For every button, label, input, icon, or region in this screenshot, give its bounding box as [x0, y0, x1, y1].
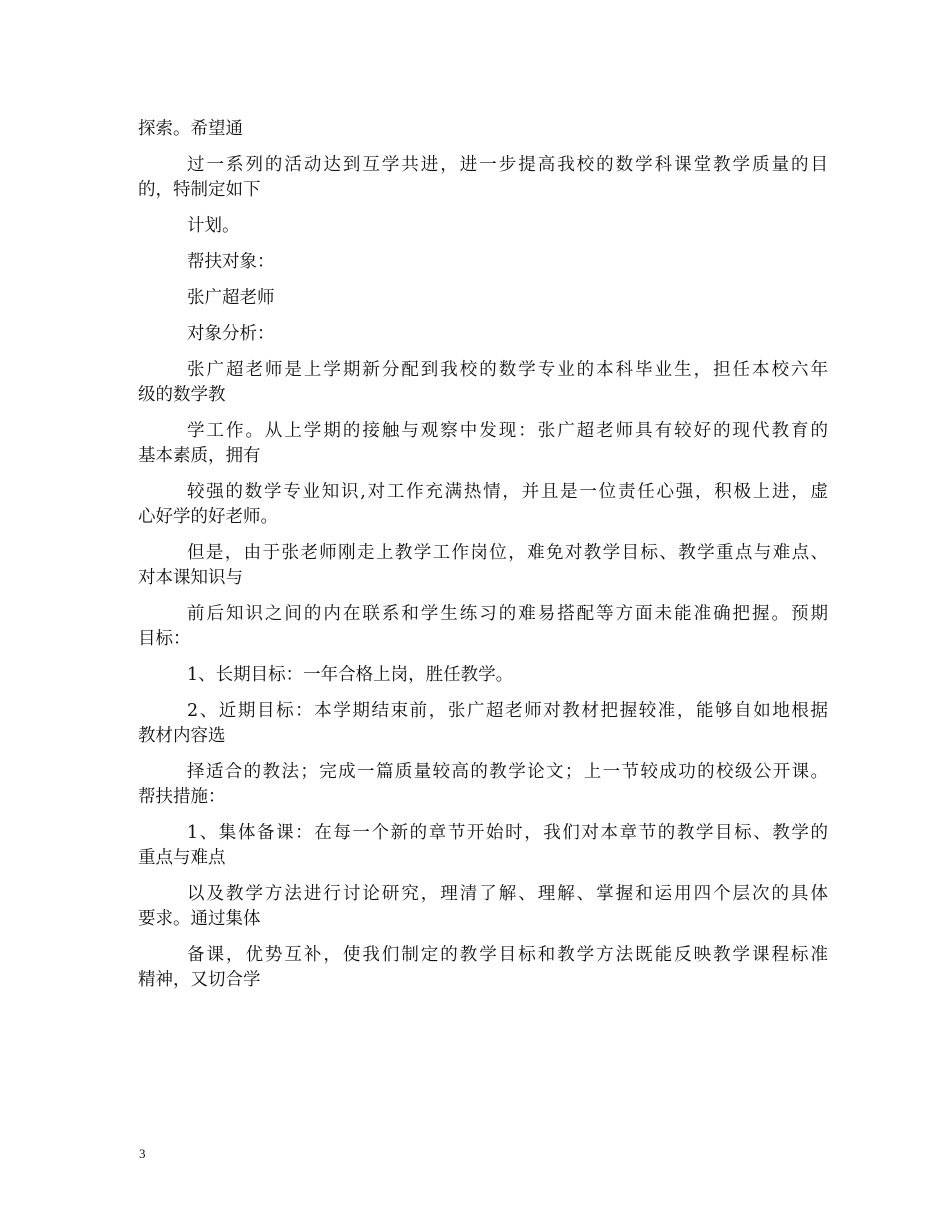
- text-line: 对本课知识与: [138, 568, 243, 588]
- text-line: 帮扶措施：: [138, 787, 226, 807]
- text-line: 择适合的教法；完成一篇质量较高的教学论文；上一节较成功的校级公开课。: [187, 762, 828, 782]
- text-line: 的，特制定如下: [138, 180, 261, 200]
- text-line: 备课，优势互补，使我们制定的教学目标和教学方法既能反映教学课程标准: [187, 945, 828, 965]
- text-line: 前后知识之间的内在联系和学生练习的难易搭配等方面未能准确把握。预期: [187, 604, 828, 624]
- text-line: 教材内容选: [138, 726, 226, 746]
- text-line: 目标：: [138, 629, 191, 649]
- text-line: 但是，由于张老师刚走上教学工作岗位，难免对教学目标、教学重点与难点、: [187, 543, 828, 563]
- text-line: 精神，又切合学: [138, 970, 261, 990]
- text-line: 要求。通过集体: [138, 909, 261, 929]
- page-number: 3: [139, 1146, 146, 1161]
- text-line: 张广超老师是上学期新分配到我校的数学专业的本科毕业生，担任本校六年: [187, 360, 828, 380]
- text-line: 心好学的好老师。: [138, 507, 278, 527]
- text-line: 帮扶对象：: [187, 252, 275, 272]
- text-line: 张广超老师: [187, 288, 275, 308]
- text-line: 学工作。从上学期的接触与观察中发现：张广超老师具有较好的现代教育的: [187, 421, 828, 441]
- text-line: 1、集体备课：在每一个新的章节开始时，我们对本章节的教学目标、教学的: [187, 823, 828, 843]
- text-line: 计划。: [187, 216, 240, 236]
- text-line: 以及教学方法进行讨论研究，理清了解、理解、掌握和运用四个层次的具体: [187, 884, 828, 904]
- text-line: 2、近期目标：本学期结束前，张广超老师对教材把握较准，能够自如地根据: [187, 701, 828, 721]
- text-line: 较强的数学专业知识,对工作充满热情，并且是一位责任心强，积极上进，虚: [187, 482, 828, 502]
- text-line: 探索。希望通: [138, 119, 243, 139]
- text-line: 对象分析：: [187, 324, 275, 344]
- text-line: 过一系列的活动达到互学共进，进一步提高我校的数学科课堂教学质量的目: [187, 155, 828, 175]
- text-line: 1、长期目标：一年合格上岗，胜任教学。: [187, 665, 514, 685]
- text-line: 基本素质，拥有: [138, 446, 261, 466]
- document-body: [138, 117, 828, 993]
- text-line: 重点与难点: [138, 848, 226, 868]
- text-line: 级的数学教: [138, 385, 226, 405]
